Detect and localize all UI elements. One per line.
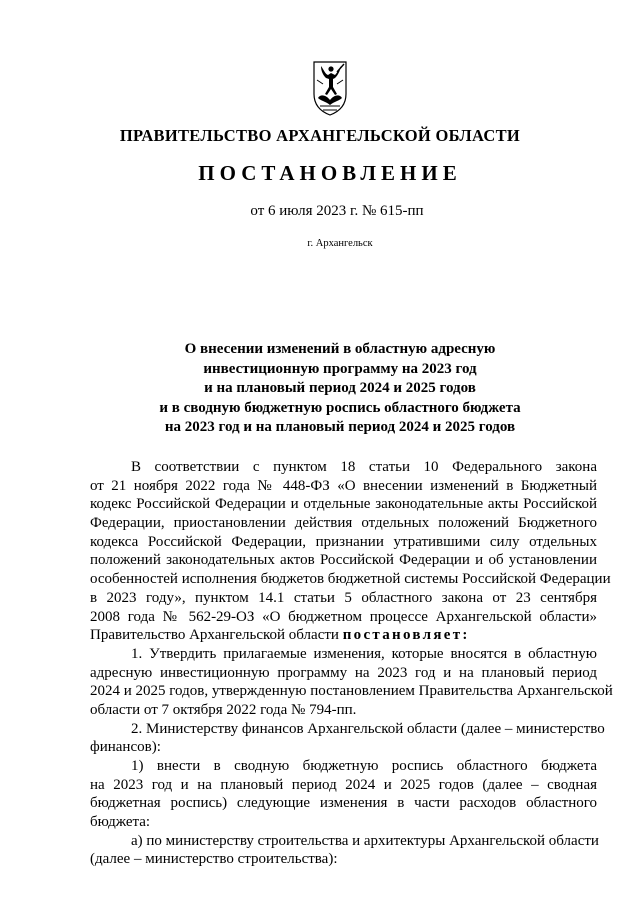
organization-name: ПРАВИТЕЛЬСТВО АРХАНГЕЛЬСКОЙ ОБЛАСТИ <box>119 126 521 145</box>
item-2-1a-paragraph <box>90 832 597 869</box>
text-line: В соответствии с пунктом 18 статьи 10 Федерального закона <box>131 459 597 475</box>
arkhangelsk-coat-of-arms-icon <box>311 60 349 116</box>
item-2-1-paragraph <box>90 757 597 832</box>
title-line: инвестиционную программу на 2023 год <box>203 360 477 377</box>
text-line: 2. Министерству финансов Архангельской области (далее – министерство <box>131 720 605 737</box>
text-line: на 2023 год и на плановый период 2024 и 2025 годов (далее – сводная <box>90 776 597 793</box>
text-line: 1) внести в сводную бюджетную роспись областного бюджета <box>131 758 597 774</box>
text-line: бюджетная роспись) следующие изменения в части расходов областного <box>90 795 597 812</box>
decree-lead: Правительство Архангельской области <box>90 627 339 644</box>
text-line: от 21 ноября 2022 года № 448-ФЗ «О внесении изменений в Бюджетный <box>90 477 597 494</box>
text-line: 2008 года № 562-29-ОЗ «О бюджетном процессе Архангельской области» <box>90 608 597 625</box>
document-date-number: от 6 июля 2023 г. № 615-пп <box>250 203 424 219</box>
title-line: на 2023 год и на плановый период 2024 и 2025 годов <box>164 419 516 435</box>
text-line: (далее – министерство строительства): <box>90 851 338 868</box>
text-line: кодекс Российской Федерации и отдельные законодательные акты Российской <box>90 496 597 513</box>
text-line: положений законодательных актов Российской Федерации и об установлении <box>90 552 597 569</box>
item-1-paragraph <box>90 645 613 720</box>
text-line: 1. Утвердить прилагаемые изменения, которые вносятся в областную <box>131 645 597 662</box>
decree-line <box>90 626 597 645</box>
text-line: области от 7 октября 2022 года № 794-пп. <box>90 701 357 718</box>
document-title <box>60 340 620 438</box>
text-line: особенностей исполнения бюджетов бюджетной системы Российской Федерации <box>90 571 611 588</box>
text-line: бюджета: <box>90 814 151 831</box>
document-city: г. Архангельск <box>307 238 373 249</box>
decree-word: постановляет <box>342 627 463 644</box>
preamble-paragraph <box>90 458 611 645</box>
text-line: 2024 и 2025 годов, утвержденную постановлением Правительства Архангельской <box>90 683 613 700</box>
decree-colon: : <box>462 627 468 644</box>
document-type: ПОСТАНОВЛЕНИЕ <box>198 161 462 185</box>
document-body <box>90 458 613 869</box>
text-line: а) по министерству строительства и архитектуры Архангельской области <box>131 832 599 849</box>
text-line: в 2023 году», пунктом 14.1 статьи 5 областного закона от 23 сентября <box>90 589 597 606</box>
title-line: и в сводную бюджетную роспись областного бюджета <box>159 399 521 416</box>
text-line: кодекса Российской Федерации, признании утратившими силу отдельных <box>90 533 597 550</box>
text-line: Федерации, приостановлении действия отдельных положений Бюджетного <box>90 515 597 532</box>
title-line: и на плановый период 2024 и 2025 годов <box>204 380 476 396</box>
item-2-paragraph <box>90 720 605 757</box>
text-line: адресную инвестиционную программу на 2023 год и на плановый период <box>90 664 597 681</box>
text-line: финансов): <box>90 739 161 756</box>
title-line: О внесении изменений в областную адресную <box>184 341 496 357</box>
